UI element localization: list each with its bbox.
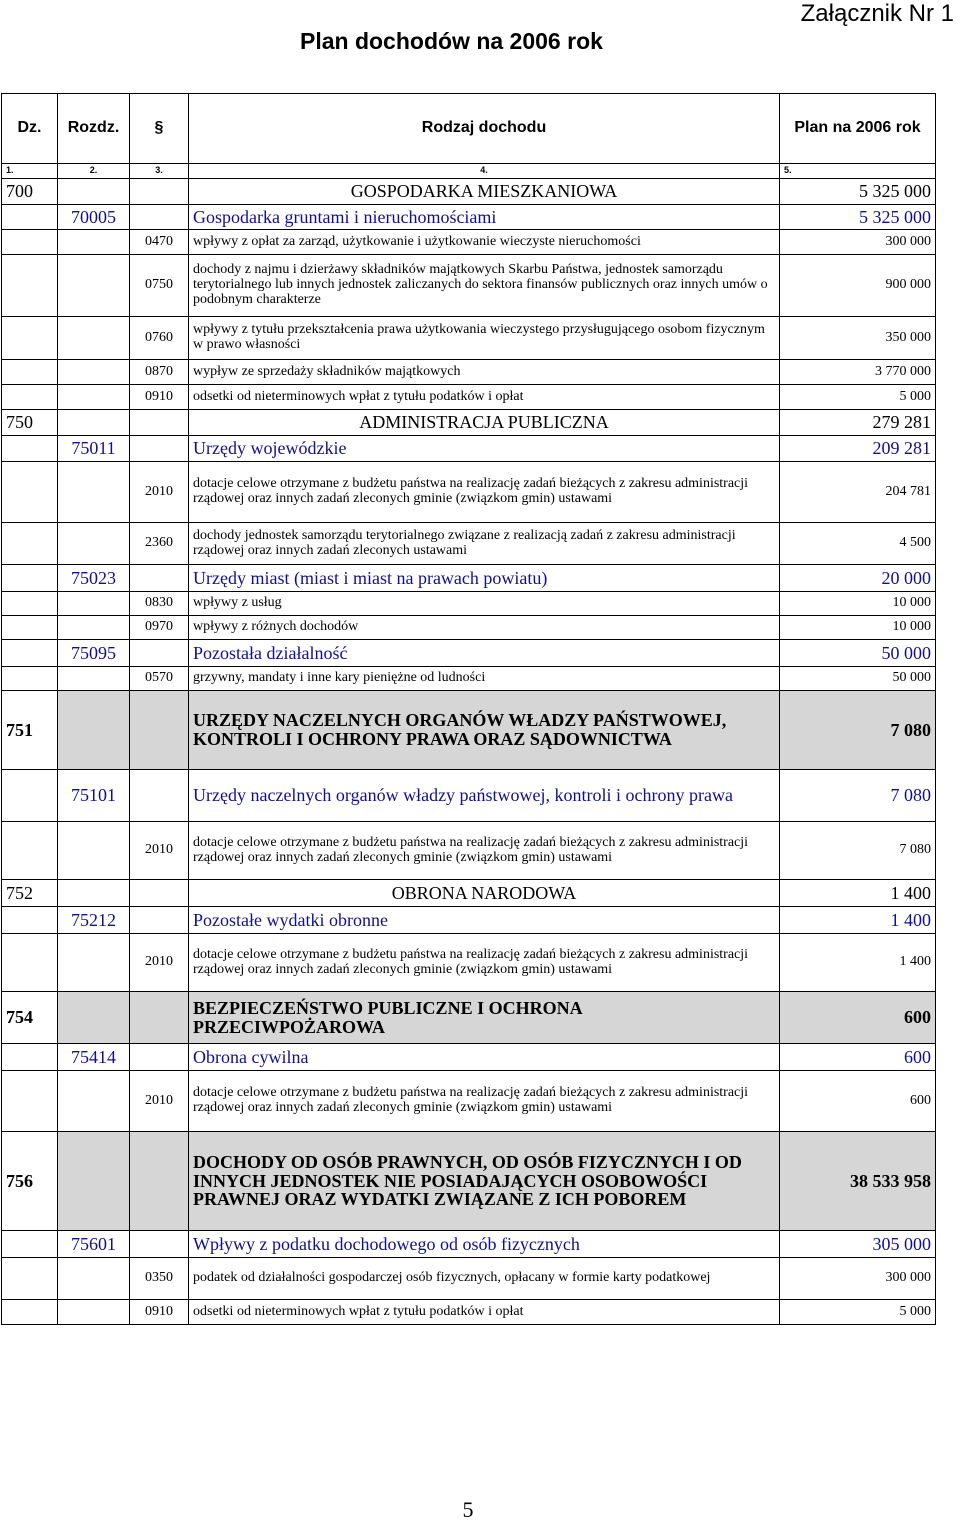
plan-amount: 5 000 (780, 385, 936, 410)
table-row (2, 992, 936, 1044)
plan-amount: 7 080 (780, 691, 936, 770)
table-row (2, 360, 936, 385)
rozdzial-code: 75101 (58, 770, 130, 822)
paragraph-code (130, 1231, 189, 1258)
rozdzial-code (58, 592, 130, 616)
plan-amount: 1 400 (780, 934, 936, 992)
income-description: wpływy z opłat za zarząd, użytkowanie i użytkowanie wieczyste nieruchomości (189, 230, 780, 255)
dz-code (2, 934, 58, 992)
plan-amount: 5 325 000 (780, 179, 936, 205)
table-row (2, 907, 936, 934)
column-numbers-row (2, 164, 936, 179)
dz-code (2, 907, 58, 934)
header-dz: Dz. (2, 94, 58, 164)
rozdzial-code (58, 255, 130, 317)
plan-amount: 5 000 (780, 1300, 936, 1325)
dz-code (2, 436, 58, 462)
income-description: dochody z najmu i dzierżawy składników majątkowych Skarbu Państwa, jednostek samorządu terytorialnego lub innych jednostek zaliczanych do sektora finansów publicznych oraz innych umów o podobnym charakterze (189, 255, 780, 317)
dz-code (2, 462, 58, 523)
paragraph-code (130, 205, 189, 230)
annex-label: Załącznik Nr 1 (800, 0, 954, 27)
dz-code (2, 523, 58, 565)
rozdzial-code (58, 1132, 130, 1231)
paragraph-code (130, 1044, 189, 1071)
dz-code (2, 565, 58, 592)
income-description: Obrona cywilna (189, 1044, 780, 1071)
column-number: 3. (130, 164, 189, 179)
table-row (2, 1258, 936, 1300)
income-description: Gospodarka gruntami i nieruchomościami (189, 205, 780, 230)
paragraph-code (130, 436, 189, 462)
paragraph-code (130, 410, 189, 436)
table-row (2, 565, 936, 592)
rozdzial-code (58, 691, 130, 770)
paragraph-code: 2010 (130, 462, 189, 523)
table-row (2, 770, 936, 822)
rozdzial-code: 75011 (58, 436, 130, 462)
income-description: odsetki od nieterminowych wpłat z tytułu podatków i opłat (189, 1300, 780, 1325)
plan-amount: 600 (780, 1071, 936, 1132)
rozdzial-code (58, 667, 130, 691)
header-paragraph: § (130, 94, 189, 164)
paragraph-code: 0910 (130, 1300, 189, 1325)
header-rodzaj-dochodu: Rodzaj dochodu (189, 94, 780, 164)
income-description: dotacje celowe otrzymane z budżetu państwa na realizację zadań bieżących z zakresu administracji rządowej oraz innych zadań zleconych gminie (związkom gmin) ustawami (189, 462, 780, 523)
income-description: Pozostała działalność (189, 640, 780, 667)
income-description: BEZPIECZEŃSTWO PUBLICZNE I OCHRONA PRZECIWPOŻAROWA (189, 992, 780, 1044)
column-number: 1. (2, 164, 58, 179)
rozdzial-code (58, 360, 130, 385)
rozdzial-code (58, 410, 130, 436)
rozdzial-code: 75414 (58, 1044, 130, 1071)
income-description: DOCHODY OD OSÓB PRAWNYCH, OD OSÓB FIZYCZNYCH I OD INNYCH JEDNOSTEK NIE POSIADAJĄCYCH OSOBOWOŚCI PRAWNEJ ORAZ WYDATKI ZWIĄZANE Z ICH POBOREM (189, 1132, 780, 1231)
paragraph-code (130, 880, 189, 907)
plan-amount: 900 000 (780, 255, 936, 317)
paragraph-code: 2360 (130, 523, 189, 565)
dz-code (2, 1231, 58, 1258)
plan-amount: 600 (780, 992, 936, 1044)
paragraph-code: 0570 (130, 667, 189, 691)
plan-amount: 38 533 958 (780, 1132, 936, 1231)
paragraph-code (130, 565, 189, 592)
column-number: 2. (58, 164, 130, 179)
income-description: wpływy z usług (189, 592, 780, 616)
paragraph-code (130, 179, 189, 205)
plan-amount: 4 500 (780, 523, 936, 565)
rozdzial-code (58, 616, 130, 640)
plan-amount: 50 000 (780, 640, 936, 667)
rozdzial-code (58, 230, 130, 255)
table-row (2, 410, 936, 436)
dz-code (2, 1044, 58, 1071)
dz-code (2, 1300, 58, 1325)
plan-amount: 1 400 (780, 880, 936, 907)
header-rozdz: Rozdz. (58, 94, 130, 164)
paragraph-code: 0350 (130, 1258, 189, 1300)
rozdzial-code (58, 1071, 130, 1132)
dz-code (2, 255, 58, 317)
rozdzial-code: 70005 (58, 205, 130, 230)
dz-code: 751 (2, 691, 58, 770)
paragraph-code: 0470 (130, 230, 189, 255)
income-description: Pozostałe wydatki obronne (189, 907, 780, 934)
table-row (2, 667, 936, 691)
income-description: GOSPODARKA MIESZKANIOWA (189, 179, 780, 205)
table-row (2, 523, 936, 565)
table-row (2, 1132, 936, 1231)
rozdzial-code (58, 822, 130, 880)
income-description: wypływ ze sprzedaży składników majątkowych (189, 360, 780, 385)
plan-amount: 350 000 (780, 317, 936, 360)
paragraph-code: 0870 (130, 360, 189, 385)
rozdzial-code (58, 1258, 130, 1300)
rozdzial-code (58, 934, 130, 992)
dz-code (2, 360, 58, 385)
table-row (2, 822, 936, 880)
rozdzial-code (58, 317, 130, 360)
income-description: wpływy z różnych dochodów (189, 616, 780, 640)
table-row (2, 436, 936, 462)
plan-amount: 204 781 (780, 462, 936, 523)
table-row (2, 1044, 936, 1071)
paragraph-code: 0750 (130, 255, 189, 317)
paragraph-code (130, 770, 189, 822)
table-row (2, 880, 936, 907)
income-description: URZĘDY NACZELNYCH ORGANÓW WŁADZY PAŃSTWOWEJ, KONTROLI I OCHRONY PRAWA ORAZ SĄDOWNICTWA (189, 691, 780, 770)
table-row (2, 934, 936, 992)
plan-amount: 10 000 (780, 592, 936, 616)
income-description: podatek od działalności gospodarczej osób fizycznych, opłacany w formie karty podatkowej (189, 1258, 780, 1300)
income-description: ADMINISTRACJA PUBLICZNA (189, 410, 780, 436)
plan-amount: 5 325 000 (780, 205, 936, 230)
paragraph-code (130, 691, 189, 770)
dz-code (2, 385, 58, 410)
plan-amount: 209 281 (780, 436, 936, 462)
table-row (2, 462, 936, 523)
rozdzial-code: 75601 (58, 1231, 130, 1258)
paragraph-code (130, 992, 189, 1044)
table-row (2, 1300, 936, 1325)
plan-amount: 305 000 (780, 1231, 936, 1258)
table-row (2, 1071, 936, 1132)
income-description: dotacje celowe otrzymane z budżetu państwa na realizację zadań bieżących z zakresu administracji rządowej oraz innych zadań zleconych gminie (związkom gmin) ustawami (189, 934, 780, 992)
dz-code (2, 640, 58, 667)
dz-code (2, 230, 58, 255)
dz-code (2, 667, 58, 691)
income-description: dotacje celowe otrzymane z budżetu państwa na realizację zadań bieżących z zakresu administracji rządowej oraz innych zadań zleconych gminie (związkom gmin) ustawami (189, 822, 780, 880)
rozdzial-code (58, 992, 130, 1044)
table-row (2, 640, 936, 667)
table-row (2, 317, 936, 360)
plan-amount: 3 770 000 (780, 360, 936, 385)
rozdzial-code (58, 880, 130, 907)
paragraph-code (130, 1132, 189, 1231)
paragraph-code: 2010 (130, 934, 189, 992)
page-title: Plan dochodów na 2006 rok (300, 28, 603, 54)
plan-amount: 7 080 (780, 822, 936, 880)
dz-code (2, 616, 58, 640)
paragraph-code (130, 640, 189, 667)
paragraph-code: 0970 (130, 616, 189, 640)
table-header-row (2, 94, 936, 164)
paragraph-code (130, 907, 189, 934)
page-number: 5 (462, 1497, 474, 1522)
dz-code (2, 822, 58, 880)
dz-code: 754 (2, 992, 58, 1044)
plan-amount: 50 000 (780, 667, 936, 691)
table-row (2, 691, 936, 770)
plan-amount: 279 281 (780, 410, 936, 436)
income-description: wpływy z tytułu przekształcenia prawa użytkowania wieczystego przysługującego osobom fizycznym w prawo własności (189, 317, 780, 360)
header-plan: Plan na 2006 rok (780, 94, 936, 164)
income-description: OBRONA NARODOWA (189, 880, 780, 907)
column-number: 4. (189, 164, 780, 179)
plan-amount: 300 000 (780, 1258, 936, 1300)
table-row (2, 592, 936, 616)
plan-amount: 300 000 (780, 230, 936, 255)
dz-code (2, 317, 58, 360)
rozdzial-code: 75095 (58, 640, 130, 667)
dz-code: 756 (2, 1132, 58, 1231)
dz-code (2, 592, 58, 616)
table-row (2, 1231, 936, 1258)
paragraph-code: 0830 (130, 592, 189, 616)
rozdzial-code (58, 385, 130, 410)
plan-amount: 20 000 (780, 565, 936, 592)
dz-code: 752 (2, 880, 58, 907)
income-description: dochody jednostek samorządu terytorialnego związane z realizacją zadań z zakresu administracji rządowej oraz innych zadań zleconych ustawami (189, 523, 780, 565)
income-description: grzywny, mandaty i inne kary pieniężne od ludności (189, 667, 780, 691)
dz-code: 700 (2, 179, 58, 205)
table-row (2, 616, 936, 640)
rozdzial-code (58, 1300, 130, 1325)
plan-amount: 10 000 (780, 616, 936, 640)
table-row (2, 385, 936, 410)
income-description: Urzędy wojewódzkie (189, 436, 780, 462)
rozdzial-code: 75212 (58, 907, 130, 934)
income-description: Wpływy z podatku dochodowego od osób fizycznych (189, 1231, 780, 1258)
dz-code: 750 (2, 410, 58, 436)
column-number: 5. (780, 164, 936, 179)
table-body (2, 179, 936, 1325)
plan-amount: 1 400 (780, 907, 936, 934)
dz-code (2, 1071, 58, 1132)
table-row (2, 205, 936, 230)
dz-code (2, 770, 58, 822)
table-row (2, 255, 936, 317)
table-row (2, 179, 936, 205)
paragraph-code: 0760 (130, 317, 189, 360)
paragraph-code: 0910 (130, 385, 189, 410)
income-plan-table (1, 93, 936, 1325)
rozdzial-code (58, 179, 130, 205)
income-description: odsetki od nieterminowych wpłat z tytułu podatków i opłat (189, 385, 780, 410)
table-row (2, 230, 936, 255)
rozdzial-code (58, 523, 130, 565)
plan-amount: 7 080 (780, 770, 936, 822)
income-description: Urzędy miast (miast i miast na prawach powiatu) (189, 565, 780, 592)
plan-amount: 600 (780, 1044, 936, 1071)
income-description: Urzędy naczelnych organów władzy państwowej, kontroli i ochrony prawa (189, 770, 780, 822)
paragraph-code: 2010 (130, 1071, 189, 1132)
dz-code (2, 1258, 58, 1300)
paragraph-code: 2010 (130, 822, 189, 880)
rozdzial-code: 75023 (58, 565, 130, 592)
dz-code (2, 205, 58, 230)
rozdzial-code (58, 462, 130, 523)
income-description: dotacje celowe otrzymane z budżetu państwa na realizację zadań bieżących z zakresu administracji rządowej oraz innych zadań zleconych gminie (związkom gmin) ustawami (189, 1071, 780, 1132)
